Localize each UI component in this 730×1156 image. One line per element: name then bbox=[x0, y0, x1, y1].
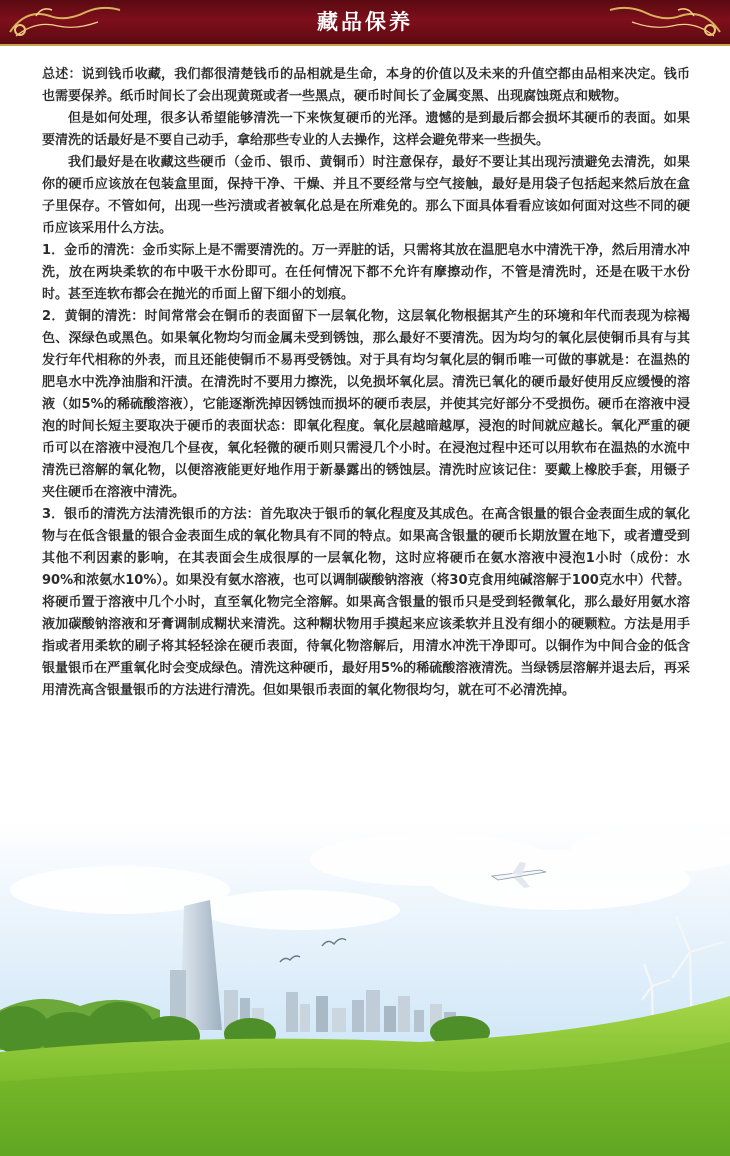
gold-coin-paragraph: 1．金币的清洗：金币实际上是不需要清洗的。万一弄脏的话，只需将其放在温肥皂水中清洗干净，然后用清水冲洗，放在两块柔软的布中吸干水份即可。在任何情况下都不允许有摩擦动作，不管是清洗时，还是在吸干水份时。甚至连软布都会在抛光的币面上留下细小的划痕。 bbox=[42, 243, 690, 302]
brass-coin-paragraph: 2．黄铜的清洗：时间常常会在铜币的表面留下一层氧化物，这层氧化物根据其产生的环境和年代而表现为棕褐色、深绿色或黑色。如果氧化物均匀而金属未受到锈蚀，那么最好不要清洗。因为均匀的氧化层使铜币具有与其发行年代相称的外表，而且还能使铜币不易再受锈蚀。对于具有均匀氧化层的铜币唯一可做的事就是：在温热的肥皂水中洗净油脂和汗渍。在清洗时不要用力擦洗，以免损坏氧化层。清洗已氧化的硬币最好使用反应缓慢的溶液（如5%的稀硫酸溶液），它能逐渐洗掉因锈蚀而损坏的硬币表层，并使其完好部分不受损伤。硬币在溶液中浸泡的时间长短主要取决于硬币的表面状态：即氧化程度。氧化层越暗越厚，浸泡的时间就应越长。氧化严重的硬币可以在溶液中浸泡几个昼夜，氧化轻微的硬币则只需浸几个小时。在浸泡过程中还可以用软布在温热的水流中清洗已溶解的氧化物，以便溶液能更好地作用于新暴露出的锈蚀层。清洗时应该记住：要戴上橡胶手套，用镊子夹住硬币在溶液中清洗。 bbox=[42, 309, 690, 500]
cleaning-warning-paragraph: 但是如何处理，很多认希望能够清洗一下来恢复硬币的光泽。遗憾的是到最后都会损坏其硬币的表面。如果要清洗的话最好是不要自己动手，拿给那些专业的人去操作，这样会避免带来一些损失。 bbox=[42, 111, 690, 148]
summary-paragraph: 总述：说到钱币收藏，我们都很清楚钱币的品相就是生命，本身的价值以及未来的升值空都由品相来决定。钱币也需要保养。纸币时间长了会出现黄斑或者一些黑点，硬币时间长了金属变黑、出现腐蚀斑点和贼物。 bbox=[42, 67, 690, 104]
header-banner bbox=[0, 0, 730, 44]
storage-advice-paragraph: 我们最好是在收藏这些硬币（金币、银币、黄铜币）时注意保存，最好不要让其出现污渍避免去清洗，如果你的硬币应该放在包装盒里面，保持干净、干燥、并且不要经常与空气接触，最好是用袋子包括起来然后放在盒子里保存。不管如何，出现一些污渍或者被氧化总是在所难免的。那么下面具体看看应该如何面对这些不同的硬币应该采用什么方法。 bbox=[42, 155, 690, 236]
article-body bbox=[42, 64, 690, 702]
silver-coin-paragraph: 3．银币的清洗方法清洗银币的方法：首先取决于银币的氧化程度及其成色。在高含银量的银合金表面生成的氧化物与在低含银量的银合金表面生成的氧化物具有不同的特点。如果高含银量的硬币长期放置在地下，或者遭受到其他不利因素的影响，在其表面会生成很厚的一层氧化物，这时应将硬币在氨水溶液中浸泡1小时（成份：水90%和浓氨水10%）。如果没有氨水溶液，也可以调制碳酸钠溶液（将30克食用纯碱溶解于100克水中）代替。将硬币置于溶液中几个小时，直至氧化物完全溶解。如果高含银量的银币只是受到轻微氧化，那么最好用氨水溶液加碳酸钠溶液和牙膏调制成糊状来清洗。这种糊状物用手摸起来应该柔软并且没有细小的硬颗粒。方法是用手指或者用柔软的刷子将其轻轻涂在硬币表面，待氧化物溶解后，用清水冲洗干净即可。以铜作为中间合金的低含银量银币在严重氧化时会变成绿色。清洗这种硬币，最好用5%的稀硫酸溶液清洗。当绿锈层溶解并退去后，再采用清洗高含银量银币的方法进行清洗。但如果银币表面的氧化物很均匀，就在可不必清洗掉。 bbox=[42, 507, 690, 698]
header-gold-line bbox=[0, 44, 730, 46]
city-landscape-illustration bbox=[0, 820, 730, 1156]
page-title: 藏品保养 bbox=[317, 10, 413, 34]
